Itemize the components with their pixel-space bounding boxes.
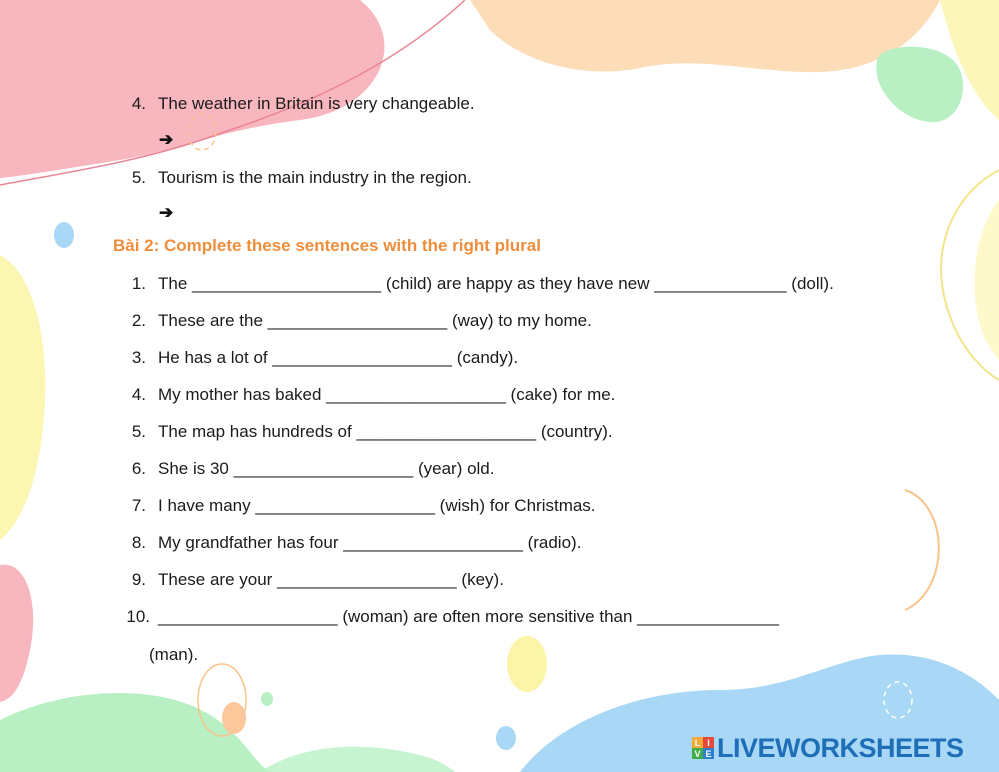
item-number: 2.: [131, 311, 146, 330]
item-sentence: I have many ___________________ (wish) for Christmas.: [158, 496, 596, 515]
item-sentence: The ____________________ (child) are happy as they have new ______________ (doll).: [158, 274, 834, 293]
logo-mark-icon: [692, 737, 714, 759]
item-number: 7.: [131, 496, 146, 515]
item-sentence: ___________________ (woman) are often more sensitive than _______________: [158, 607, 779, 626]
liveworksheets-logo[interactable]: [692, 733, 964, 763]
item-number: 10.: [126, 607, 150, 626]
exercise2-heading: Bài 2: Complete these sentences with the right plural: [113, 236, 541, 255]
item-sentence: She is 30 ___________________ (year) old.: [158, 459, 495, 478]
logo-letter: I: [703, 737, 714, 748]
item-number: 3.: [131, 348, 146, 367]
item-sentence: My mother has baked ___________________ (cake) for me.: [158, 385, 616, 404]
item-number: 5.: [131, 422, 146, 441]
brand-name: LIVEWORKSHEETS: [717, 732, 964, 763]
item-sentence: The map has hundreds of ___________________ (country).: [158, 422, 613, 441]
item-sentence: These are the ___________________ (way) to my home.: [158, 311, 592, 330]
item-number: 1.: [131, 274, 146, 293]
logo-letter: V: [692, 748, 703, 759]
item-number: 6.: [131, 459, 146, 478]
answer-arrow-icon: ➔: [159, 203, 174, 222]
logo-letter: L: [692, 737, 703, 748]
item-number: 8.: [131, 533, 146, 552]
item-sentence: The weather in Britain is very changeable.: [158, 94, 475, 113]
item-number: 9.: [131, 570, 146, 589]
exercise2-item-10-continuation: (man).: [149, 645, 199, 664]
item-number: 4.: [131, 94, 146, 113]
item-sentence: My grandfather has four ___________________ (radio).: [158, 533, 582, 552]
item-sentence: He has a lot of ___________________ (candy).: [158, 348, 519, 367]
item-sentence: Tourism is the main industry in the region.: [158, 168, 472, 187]
item-number: 4.: [131, 385, 146, 404]
item-number: 5.: [131, 168, 146, 187]
item-sentence: These are your ___________________ (key).: [158, 570, 504, 589]
answer-arrow-icon: ➔: [159, 130, 174, 149]
logo-letter: E: [703, 748, 714, 759]
